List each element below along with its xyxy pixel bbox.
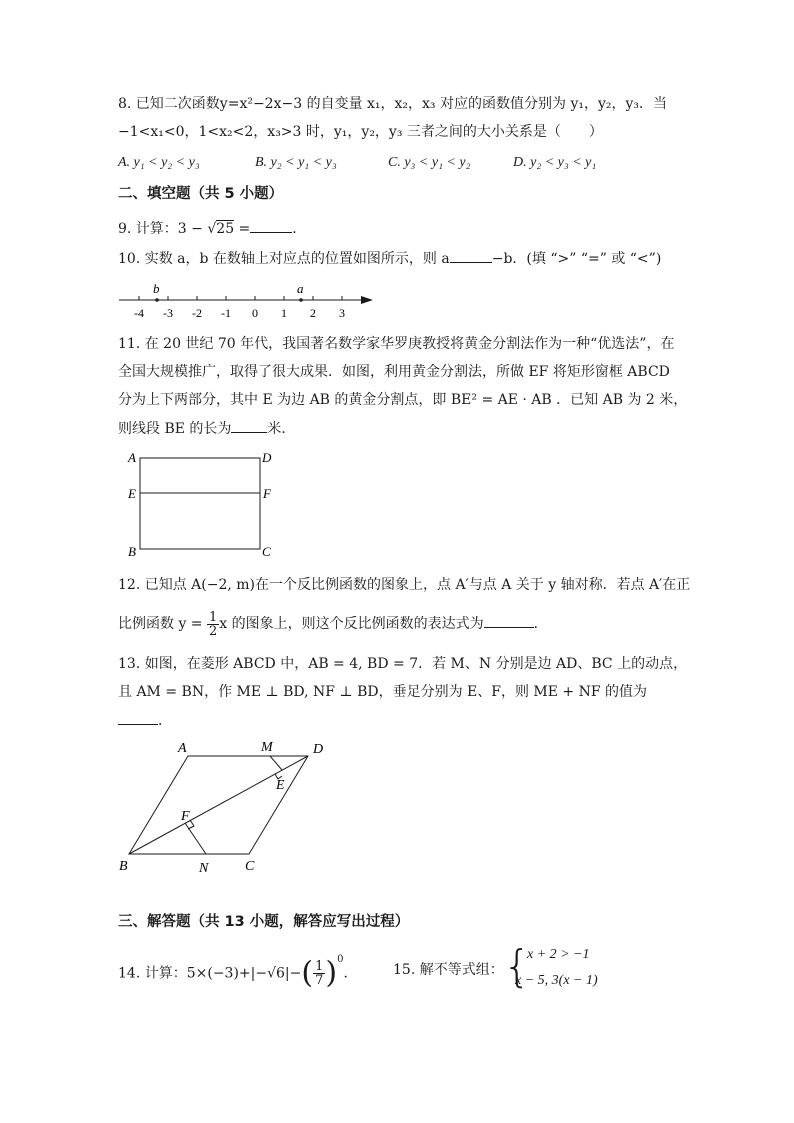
label-d: D bbox=[262, 450, 272, 465]
q12-answer-blank[interactable] bbox=[484, 613, 534, 628]
label-e: E bbox=[276, 778, 285, 793]
q11-text-a: 则线段 BE 的长为 bbox=[118, 421, 232, 437]
segment-nf bbox=[185, 823, 206, 854]
q11-text-b: 米． bbox=[267, 421, 296, 437]
label-e: E bbox=[128, 486, 136, 501]
label-m: M bbox=[261, 740, 273, 755]
q8-option-d: D. y₂ < y₃ < y₁ bbox=[513, 155, 597, 170]
q13-line-3 bbox=[118, 710, 172, 731]
q8-option-c: C. y₃ < y₁ < y₂ bbox=[388, 155, 471, 170]
label-b: B bbox=[128, 544, 136, 559]
q12-fraction bbox=[207, 611, 219, 638]
q12-line-1: 12. 已知点 A(−2, m)在一个反比例函数的图象上，点 A′与点 A 关于 y 轴对称．若点 A′在正 bbox=[118, 577, 691, 593]
right-paren: ) bbox=[325, 955, 338, 991]
q10-text-b: −b．(填 “>” “=” 或 “<”) bbox=[491, 251, 662, 267]
q14-frac-denominator: 7 bbox=[315, 973, 324, 989]
label-a: A bbox=[128, 450, 136, 465]
section-3-heading: 三、解答题（共 13 小题，解答应写出过程） bbox=[118, 914, 410, 930]
number-line-tick-label: -4 bbox=[134, 306, 144, 320]
number-line bbox=[115, 276, 380, 324]
q14-end: ． bbox=[343, 965, 358, 982]
label-c: C bbox=[245, 859, 255, 874]
point-a-label: a bbox=[297, 281, 304, 296]
q13-line-2: 且 AM = BN，作 ME ⊥ BD, NF ⊥ BD，垂足分别为 E、F，则 ME + NF 的值为 bbox=[118, 684, 648, 700]
diagonal-bd bbox=[129, 756, 308, 854]
q9-line bbox=[118, 218, 306, 239]
label-a: A bbox=[178, 741, 187, 756]
q15-inequality-1: x + 2 > −1 bbox=[527, 947, 590, 962]
label-c: C bbox=[262, 544, 271, 559]
q8-line-2: −1<x₁<0，1<x₂<2，x₃>3 时，y₁，y₂，y₃ 三者之间的大小关系是（ ） bbox=[118, 124, 603, 140]
q12-line-2 bbox=[118, 604, 548, 644]
sqrt-sign: √ bbox=[207, 221, 217, 237]
number-line-tick-label: 3 bbox=[339, 306, 345, 320]
number-line-tick-label: -3 bbox=[163, 306, 173, 320]
segment-me bbox=[270, 756, 282, 770]
q9-answer-blank[interactable] bbox=[250, 218, 292, 233]
window-rectangle-figure bbox=[120, 446, 280, 562]
q12-text-b: x 的图象上，则这个反比例函数的表达式为 bbox=[219, 616, 484, 632]
q8-option-b: B. y₂ < y₁ < y₃ bbox=[255, 155, 337, 170]
q11-line-2: 全国大规模推广，取得了很大成果．如图，利用黄金分割法，所做 EF 将矩形窗框 ABCD bbox=[118, 364, 670, 380]
q14-frac-numerator: 1 bbox=[315, 959, 324, 975]
number-line-tick-label: -2 bbox=[192, 306, 202, 320]
number-line-tick-label: 2 bbox=[310, 306, 316, 320]
q14-line bbox=[118, 950, 357, 994]
q14-exponent: 0 bbox=[337, 954, 344, 965]
q9-end: ． bbox=[292, 221, 307, 237]
q15-inequality-2: x − 5, 3(x − 1) bbox=[515, 973, 598, 988]
system-brace: { bbox=[503, 941, 531, 992]
q10-answer-blank[interactable] bbox=[450, 248, 492, 263]
q10-text-a: 10. 实数 a，b 在数轴上对应点的位置如图所示，则 a bbox=[118, 251, 450, 267]
q11-line-4 bbox=[118, 418, 295, 439]
q14-text: 14. 计算：5×(−3)+|−√6|− bbox=[118, 965, 302, 982]
label-d: D bbox=[313, 742, 324, 757]
q11-line-3: 分为上下两部分，其中 E 为边 AB 的黄金分割点，即 BE² = AE · AB ．已知 AB 为 2 米， bbox=[118, 392, 688, 408]
q12-frac-denominator: 2 bbox=[209, 623, 218, 639]
label-f: F bbox=[181, 809, 190, 824]
point-b-label: b bbox=[153, 281, 160, 296]
q8-option-a: A. y₁ < y₂ < y₃ bbox=[118, 155, 200, 170]
rectangle-abcd bbox=[140, 458, 260, 549]
q9-suffix: = bbox=[234, 221, 251, 237]
q13-end: ． bbox=[158, 713, 172, 729]
q11-answer-blank[interactable] bbox=[231, 418, 267, 433]
q12-text-c: ． bbox=[533, 616, 548, 632]
q12-frac-numerator: 1 bbox=[209, 609, 218, 625]
label-b: B bbox=[119, 859, 128, 874]
q10-line bbox=[118, 248, 661, 269]
number-line-tick-label: -1 bbox=[221, 306, 231, 320]
point-b-dot bbox=[155, 298, 159, 302]
q15-text: 15. 解不等式组： bbox=[393, 962, 504, 978]
number-line-tick-label: 1 bbox=[281, 306, 287, 320]
q9-radicand: 25 bbox=[216, 221, 235, 237]
q13-answer-blank[interactable] bbox=[118, 710, 158, 725]
q12-text-a: 比例函数 y = bbox=[118, 616, 207, 632]
point-a-dot bbox=[299, 298, 303, 302]
left-paren: ( bbox=[301, 955, 314, 991]
q14-fraction bbox=[313, 960, 325, 987]
q11-line-1: 11. 在 20 世纪 70 年代，我国著名数学家华罗庚教授将黄金分割法作为一种“优选法”，在 bbox=[118, 336, 675, 352]
number-line-arrow bbox=[361, 296, 373, 304]
number-line-tick-label: 0 bbox=[252, 306, 258, 320]
label-f: F bbox=[263, 486, 271, 501]
q9-prefix: 9. 计算：3 − bbox=[118, 221, 208, 237]
section-2-heading: 二、填空题（共 5 小题） bbox=[118, 186, 284, 202]
rhombus-figure bbox=[115, 736, 340, 878]
label-n: N bbox=[199, 861, 209, 876]
q8-line-1: 8. 已知二次函数y=x²−2x−3 的自变量 x₁，x₂，x₃ 对应的函数值分别为 y₁，y₂，y₃．当 bbox=[118, 96, 668, 112]
q13-line-1: 13. 如图，在菱形 ABCD 中，AB = 4, BD = 7．若 M、N 分别是边 AD、BC 上的动点， bbox=[118, 656, 688, 672]
